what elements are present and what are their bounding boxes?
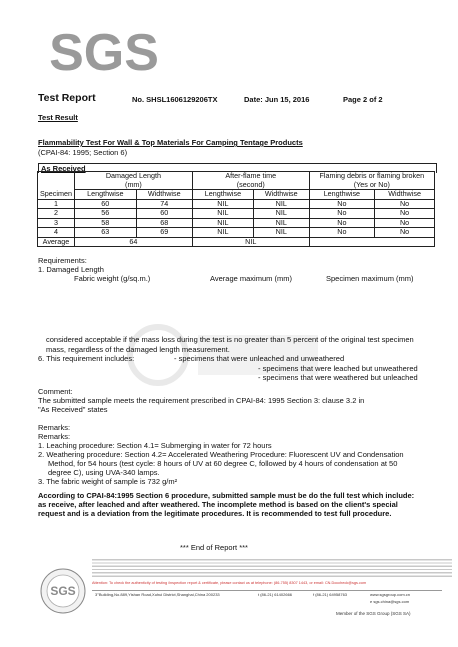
conclusion-line-1: According to CPAI-84:1995 Section 6 procedure, submitted sample must be do the full test which include: (38, 491, 415, 500)
value-cell: No (309, 199, 375, 209)
requirement-col-average-max: Average maximum (mm) (210, 274, 292, 283)
specimen-cell: 3 (38, 218, 75, 228)
value-cell: No (375, 228, 435, 238)
svg-text:SGS: SGS (49, 24, 159, 82)
remark-2-line-3: degree C), using UVA-340 lamps. (48, 468, 160, 477)
value-cell: 60 (136, 209, 192, 219)
end-of-report: *** End of Report *** (180, 543, 248, 552)
page-number: Page 2 of 2 (343, 95, 383, 104)
requirement-1: 1. Damaged Length (38, 265, 104, 274)
requirements-heading: Requirements: (38, 256, 87, 265)
average-debris (309, 237, 434, 247)
sub-header: Lengthwise (309, 190, 375, 200)
footer-attention: Attention: To check the authenticity of testing /inspection report & certificate, please contact us at telephone: (86-755) 8307 1443, or email: CN.Doccheck@sgs.com (92, 581, 367, 585)
footer-address: 3°Building,No.889,Yishan Road,Xuhui District,Shanghai,China 200233 (95, 592, 220, 597)
flaming-debris-header: Flaming debris or flaming broken (Yes or No) (309, 172, 434, 190)
specimen-cell: 4 (38, 228, 75, 238)
value-cell: 60 (74, 199, 136, 209)
specimen-cell: 2 (38, 209, 75, 219)
report-date: Date: Jun 15, 2016 (244, 95, 310, 104)
value-cell: No (309, 218, 375, 228)
requirement-6c: - specimens that were weathered but unleached (258, 373, 418, 382)
table-row-average (38, 237, 435, 247)
remarks-heading: Remarks: (38, 423, 71, 432)
specimen-header-top (38, 172, 75, 190)
average-length: 64 (74, 237, 192, 247)
average-time: NIL (192, 237, 309, 247)
specimen-cell: 1 (38, 199, 75, 209)
damaged-length-header: Damaged Length (mm) (74, 172, 192, 190)
footer-tel: t (86-21) 61402666 (258, 592, 293, 597)
footer-sgs-logo (40, 568, 86, 614)
value-cell: NIL (192, 228, 253, 238)
remarks-heading-2: Remarks: (38, 432, 71, 441)
requirement-6a: - specimens that were unleached and unweathered (174, 354, 345, 363)
table-row (38, 199, 435, 209)
conclusion-line-2: as receive, after leached and after weathered. The incomplete method is based on the client's special (38, 500, 398, 509)
sgs-logo (38, 20, 170, 88)
requirement-6b: - specimens that were leached but unweathered (258, 364, 418, 373)
value-cell: NIL (192, 218, 253, 228)
report-title: Test Report (38, 92, 96, 104)
comment-line-2: "As Received" states (38, 405, 108, 414)
sub-header: Lengthwise (74, 190, 136, 200)
consider-text (46, 335, 436, 354)
remark-2-line-1: 2. Weathering procedure: Section 4.2= Accelerated Weathering Procedure: Fluorescent UV and Condensation (38, 450, 404, 459)
footer-disclaimer (92, 557, 452, 585)
consider-line-2: mass, regardless of the damaged length measurement. (46, 344, 230, 354)
specimen-header: Specimen (38, 190, 75, 200)
average-label: Average (38, 237, 75, 247)
sub-header: Lengthwise (192, 190, 253, 200)
value-cell: 69 (136, 228, 192, 238)
value-cell: 68 (136, 218, 192, 228)
consider-line-1: considered acceptable if the mass loss during the test is no greater than 5 percent of the original test specimen (46, 335, 414, 344)
footer-web: www.sgsgroup.com.cn (370, 592, 411, 597)
value-cell: No (375, 218, 435, 228)
comment-line-1: The submitted sample meets the requirement prescribed in CPAI-84: 1995 Section 3: clause 3.2 in (38, 396, 365, 405)
value-cell: 58 (74, 218, 136, 228)
remark-1: 1. Leaching procedure: Section 4.1= Submerging in water for 72 hours (38, 441, 272, 450)
test-result-heading: Test Result (38, 113, 78, 122)
conclusion-line-3: request and is a deviation from the legitimate procedures. It is recommended to test full procedure. (38, 509, 392, 518)
value-cell: No (309, 228, 375, 238)
value-cell: NIL (253, 199, 309, 209)
sub-header: Widthwise (375, 190, 435, 200)
sub-header: Widthwise (136, 190, 192, 200)
value-cell: No (375, 199, 435, 209)
value-cell: 74 (136, 199, 192, 209)
results-table (37, 171, 435, 247)
requirement-6: 6. This requirement includes: (38, 354, 135, 363)
requirement-col-specimen-max: Specimen maximum (mm) (326, 274, 414, 283)
remark-2-line-2: Method, for 54 hours (test cycle: 8 hours of UV at 60 degree C, followed by 4 hours of condensation at 50 (48, 459, 398, 468)
value-cell: 56 (74, 209, 136, 219)
value-cell: NIL (253, 228, 309, 238)
section-subtitle: (CPAI-84: 1995; Section 6) (38, 148, 128, 157)
value-cell: No (375, 209, 435, 219)
value-cell: No (309, 209, 375, 219)
footer-divider (92, 590, 442, 591)
table-row (38, 209, 435, 219)
footer-member: Member of the SGS Group (SGS SA) (336, 611, 411, 616)
value-cell: NIL (253, 218, 309, 228)
svg-text:SGS: SGS (50, 584, 76, 598)
section-title: Flammability Test For Wall & Top Materials For Camping Tentage Products (38, 138, 303, 147)
remark-3: 3. The fabric weight of sample is 732 g/m² (38, 477, 178, 486)
value-cell: NIL (192, 199, 253, 209)
after-flame-header: After-flame time (second) (192, 172, 309, 190)
comment-heading: Comment: (38, 387, 73, 396)
table-row (38, 228, 435, 238)
requirement-col-fabric-weight: Fabric weight (g/sq.m.) (74, 274, 151, 283)
footer-email: e sgs.china@sgs.com (370, 599, 410, 604)
sub-header: Widthwise (253, 190, 309, 200)
condition-label: As Received (38, 163, 437, 173)
report-number: No. SHSL1606129206TX (132, 95, 218, 104)
value-cell: 63 (74, 228, 136, 238)
table-row (38, 218, 435, 228)
value-cell: NIL (192, 209, 253, 219)
footer-fax: f (86-21) 64958763 (313, 592, 348, 597)
value-cell: NIL (253, 209, 309, 219)
